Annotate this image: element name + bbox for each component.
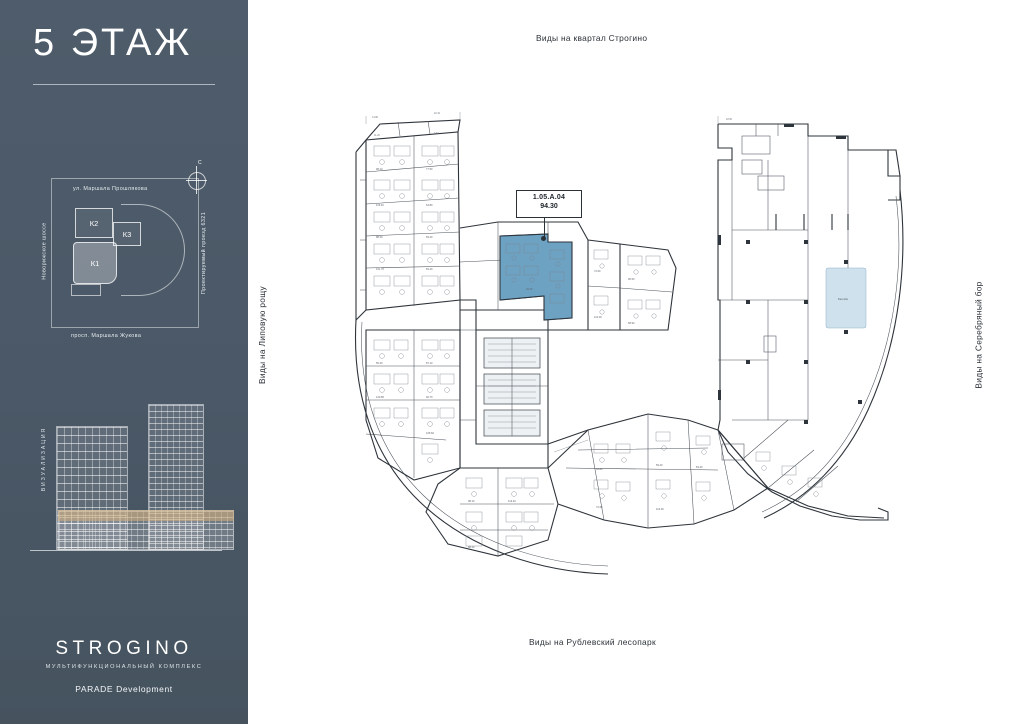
keyplan-street-top: ул. Маршала Прошлякова [73, 186, 148, 192]
elevation-vertical-label: ВИЗУАЛИЗАЦИЯ [41, 426, 48, 492]
keyplan-street-bottom: просп. Маршала Жукова [71, 333, 142, 339]
svg-text:92.70: 92.70 [426, 396, 433, 399]
keyplan-block-extra [71, 284, 101, 296]
floor-plan-drawing [248, 0, 1024, 724]
keyplan-arc-shape [121, 204, 185, 296]
brand-block [0, 638, 248, 694]
svg-text:72.60: 72.60 [594, 270, 601, 273]
svg-text:88.20: 88.20 [376, 236, 383, 239]
compass-north-label: С [198, 160, 202, 166]
keyplan-blocks [69, 200, 189, 315]
title-divider [33, 84, 215, 85]
compass-icon [184, 160, 210, 196]
svg-text:101.70: 101.70 [376, 268, 384, 271]
svg-text:64.80: 64.80 [426, 204, 433, 207]
svg-text:Бассейн: Бассейн [838, 298, 849, 301]
elevation-ground-line [30, 550, 222, 551]
svg-text:11.20: 11.20 [374, 134, 380, 137]
svg-text:83.40: 83.40 [696, 466, 703, 469]
view-label-bottom: Виды на Рублевский лесопарк [529, 637, 656, 647]
svg-text:116.40: 116.40 [376, 204, 384, 207]
svg-text:77.50: 77.50 [426, 168, 433, 171]
keyplan-block-k2: К2 [75, 208, 113, 238]
svg-text:14.80: 14.80 [372, 116, 378, 119]
brand-name: STROGINO [55, 638, 193, 659]
right-wing-walls [718, 124, 903, 520]
svg-text:116.40: 116.40 [508, 500, 516, 503]
upper-right-inner-wing [620, 244, 676, 330]
bottom-right-wing [548, 414, 768, 528]
svg-text:88.20: 88.20 [468, 546, 475, 549]
sidebar [0, 0, 248, 724]
svg-text:9.40: 9.40 [434, 132, 439, 135]
page-title: 5 ЭТАЖ [33, 22, 193, 64]
brand-developer: PARADE Development [75, 684, 173, 694]
view-label-left: Виды на Липовую рощу [257, 285, 268, 385]
svg-text:83.40: 83.40 [426, 268, 433, 271]
keyplan-block-k1: К1 [73, 242, 117, 284]
elevation-podium-band [58, 510, 234, 521]
svg-text:72.60: 72.60 [596, 506, 603, 509]
svg-text:120.80: 120.80 [376, 396, 384, 399]
keyplan-street-left: Новорижское шоссе [41, 222, 48, 280]
svg-text:110.30: 110.30 [656, 508, 664, 511]
brand-subtitle: МУЛЬТИФУНКЦИОНАЛЬНЫЙ КОМПЛЕКС [45, 664, 203, 670]
svg-text:94.30: 94.30 [526, 288, 533, 291]
svg-text:68.90: 68.90 [628, 322, 635, 325]
left-wing [356, 120, 460, 320]
key-plan [33, 160, 218, 355]
callout-anchor-dot [541, 236, 546, 241]
svg-text:18.60: 18.60 [726, 118, 732, 121]
bottom-middle-wing [426, 468, 558, 556]
svg-text:59.20: 59.20 [426, 236, 433, 239]
svg-text:105.60: 105.60 [426, 432, 434, 435]
svg-text:59.20: 59.20 [656, 464, 663, 467]
building-core [460, 300, 548, 468]
top-middle-wing [460, 222, 620, 330]
svg-text:98.10: 98.10 [376, 168, 383, 171]
svg-text:64.80: 64.80 [596, 468, 603, 471]
svg-text:22.10: 22.10 [434, 112, 440, 115]
svg-text:98.10: 98.10 [468, 500, 475, 503]
keyplan-street-right: Проектируемый проезд 6321 [201, 211, 208, 295]
floor-plan-area [248, 0, 1024, 724]
view-label-top: Виды на квартал Строгино [536, 33, 648, 43]
keyplan-block-k3: К3 [113, 222, 141, 246]
svg-text:87.10: 87.10 [426, 362, 433, 365]
svg-text:55.40: 55.40 [376, 362, 383, 365]
svg-text:110.30: 110.30 [594, 316, 602, 319]
unit-area: 94.30 [540, 203, 558, 210]
view-label-right: Виды на Серебряный бор [973, 281, 984, 389]
lower-left-wing [366, 330, 460, 480]
unit-code: 1.05.A.04 [532, 194, 566, 201]
building-elevation [30, 398, 222, 558]
unit-callout [516, 190, 582, 218]
svg-text:96.50: 96.50 [628, 278, 635, 281]
